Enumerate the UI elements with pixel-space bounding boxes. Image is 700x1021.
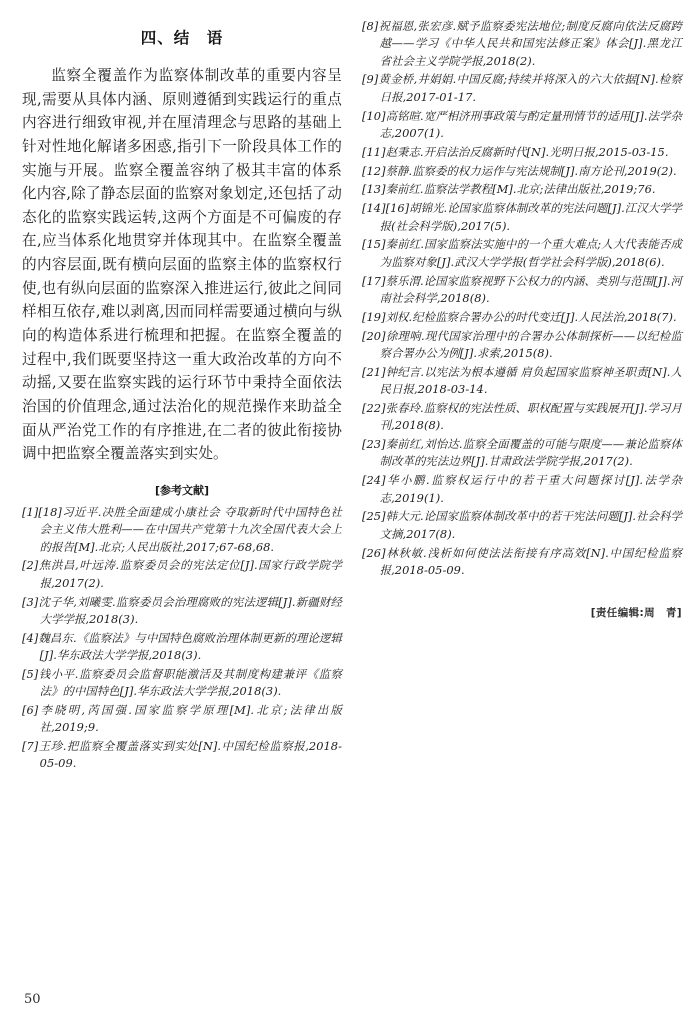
reference-item: [13]秦前红.监察法学教程[M].北京;法律出版社,2019;76. [362, 182, 656, 197]
two-column-layout [22, 18, 682, 774]
references-list-right [362, 18, 682, 579]
reference-item: [20]徐理响.现代国家治理中的合署办公体制探析——以纪检监察合署办公为例[J].求索,2015(8). [362, 328, 682, 360]
references-list-left [22, 504, 342, 773]
reference-item: [24]华小鹏.监察权运行中的若干重大问题探讨[J].法学杂志,2019(1). [362, 473, 682, 505]
reference-item: [23]秦前红,刘怡达.监察全面覆盖的可能与限度——兼论监察体制改革的宪法边界[J].甘肃政法学院学报,2017(2). [362, 437, 682, 469]
reference-item: [26]林秋敏.浅析如何使法法衔接有序高效[N].中国纪检监察报,2018-05-09. [362, 545, 682, 577]
reference-item: [12]蔡静.监察委的权力运作与宪法规制[J].南方论刊,2019(2). [362, 163, 677, 178]
reference-item: [3]沈子华,刘曦雯.监察委员会治理腐败的宪法逻辑[J].新疆财经大学学报,2018(3). [22, 594, 342, 626]
references-heading: [参考文献] [154, 483, 210, 497]
reference-item: [10]高铭暄.宽严相济刑事政策与酌定量刑情节的适用[J].法学杂志,2007(1). [362, 108, 682, 140]
section-title: 四、结 语 [140, 29, 224, 47]
reference-item: [6]李晓明,芮国强.国家监察学原理[M].北京;法律出版社,2019;9. [22, 703, 342, 735]
reference-item: [19]刘权.纪检监察合署办公的时代变迁[J].人民法治,2018(7). [362, 309, 677, 324]
reference-item: [11]赵秉志.开启法治反腐新时代[N].光明日报,2015-03-15. [362, 144, 669, 159]
responsible-editor-note: [责任编辑:周 青] [590, 607, 682, 620]
reference-item: [21]钟纪言.以宪法为根本遵循 肩负起国家监察神圣职责[N].人民日报,2018-03-14. [362, 364, 682, 397]
reference-item: [14][16]胡锦光.论国家监察体制改革的宪法问题[J].江汉大学学报(社会科学版),2017(5). [362, 201, 682, 233]
reference-item: [5]钱小平.监察委员会监督职能激活及其制度构建兼评《监察法》的中国特色[J].华东政法大学学报,2018(3). [22, 666, 342, 699]
reference-item: [22]张春玲.监察权的宪法性质、职权配置与实践展开[J].学习月刊,2018(8). [362, 400, 682, 433]
reference-item: [17]蔡乐渭.论国家监察视野下公权力的内涵、类别与范围[J].河南社会科学,2018(8). [362, 273, 682, 305]
reference-item: [9]黄金桥,井娟娟.中国反腐;持续并将深入的六大依据[N].检察日报,2017-01-17. [362, 72, 682, 104]
page-number: 50 [24, 992, 41, 1007]
reference-item: [25]韩大元.论国家监察体制改革中的若干宪法问题[J].社会科学文摘,2017(8). [362, 509, 682, 541]
reference-item: [15]秦前红.国家监察法实施中的一个重大难点;人大代表能否成为监察对象[J].武汉大学学报(哲学社会科学版),2018(6). [362, 237, 682, 269]
conclusion-paragraph: 监察全覆盖作为监察体制改革的重要内容呈现,需要从具体内涵、原则遵循到实践运行的重点内容进行细致审视,并在厘清理念与思路的基础上针对性地化解诸多困惑,指引下一阶段具体工作的实施与开展。监察全覆盖容纳了极其丰富的体系化内容,除了静态层面的监察对象划定,还包括了动态化的监察实践运转,这两个方面是不可偏废的存在,应当体系化地贯穿并体现其中。在监察全覆盖的内容层面,既有横向层面的监察主体的监察权行使,也有纵向层面的监察深入推进运行,彼此之间同样相互依存,难以剥离,因而同样需要通过横向与纵向的构造体系进行梳理和把握。在监察全覆盖的过程中,我们既要坚持这一重大政治改革的方向不动摇,又要在监察实践的运行环节中秉持全面依法治国的价值理念,通过法治化的规范操作来助益全面从严治党工作的有序推进,在二者的彼此衔接协调中把监察全覆盖落实到实处。 [22, 67, 342, 463]
reference-item: [2]焦洪昌,叶远涛.监察委员会的宪法定位[J].国家行政学院学报,2017(2). [22, 558, 342, 590]
left-column [22, 18, 342, 774]
reference-item: [4]魏昌东.《监察法》与中国特色腐败治理体制更新的理论逻辑[J].华东政法大学学报,2018(3). [22, 630, 342, 663]
right-column [362, 18, 682, 620]
reference-item: [7]王珍.把监察全覆盖落实到实处[N].中国纪检监察报,2018-05-09. [22, 739, 342, 771]
reference-item: [1][18]习近平.决胜全面建成小康社会 夺取新时代中国特色社会主义伟大胜利——在中国共产党第十九次全国代表大会上的报告[M].北京;人民出版社,2017;67-68,68. [22, 504, 342, 554]
reference-item: [8]祝福恩,张宏彦.赋予监察委宪法地位;制度反腐向依法反腐跨越——学习《中华人民共和国宪法修正案》体会[J].黑龙江省社会主义学院学报,2018(2). [362, 19, 682, 68]
